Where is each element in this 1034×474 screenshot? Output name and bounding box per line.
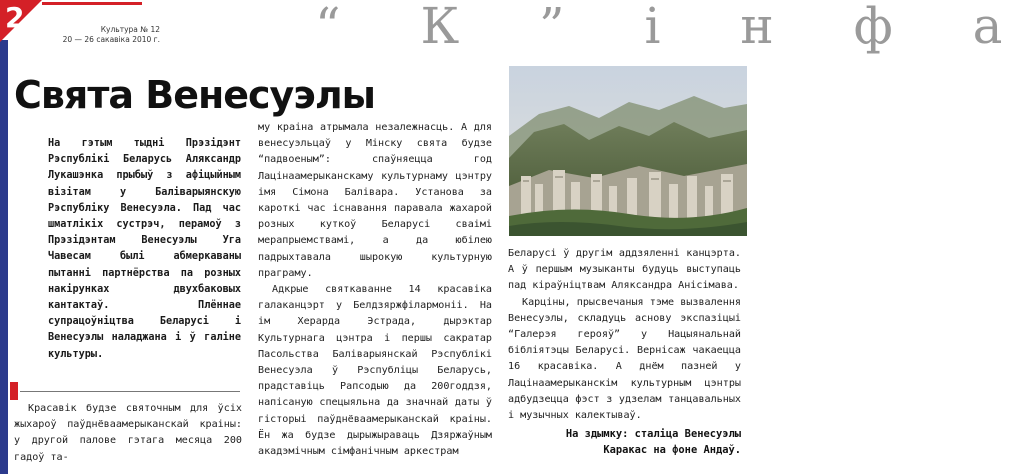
section-header: “ К ” і н ф а — [315, 0, 1034, 55]
issue-dates: 20 — 26 сакавіка 2010 г. — [62, 35, 160, 44]
body-paragraph: Карціны, прысвечаныя тэме вызвалення Венесуэлы, складуць аснову экспазіцыі “Галерэя герояў” у Нацыянальнай бібліятэцы Беларусі. Вернісаж чакаецца 16 красавіка. А днём пазней у Лацінаамерыканскім культурным цэнтры адбудзецца фэст з удзелам танцавальных і музычных калектываў. — [508, 296, 741, 422]
headline: Свята Венесуэлы — [14, 73, 376, 117]
section-marker — [10, 382, 18, 400]
caption-line: На здымку: сталіца Венесуэлы — [565, 428, 741, 441]
column-rule — [20, 391, 240, 392]
body-paragraph: му краіна атрымала незалежнасць. А для венесуэльцаў у Мінску свята будзе “падвоеным”: спаўняецца год Лацінаамерыканскаму культурнаму цэнтру імя Сімона Балівара. Установа за кароткі час існавання паравала жахарой розных куткоў Беларусі сваімі мерапрыемствамі, а да юбілею падрыхтавала шырокую культурную праграму. — [258, 122, 492, 279]
body-paragraph: Беларусі ў другім аддзяленні канцэрта. А ў першым музыканты будуць выступаць пад кіраўніцтвам Аляксандра Анісімава. — [508, 248, 741, 292]
body-paragraph: Адкрые святкаванне 14 красавіка галаканцэрт у Белдзяржфілармоніі. На ім Херарда Эстрада, дырэктар Культурнага цэнтра і першы сакратар Пасольства Баліварыянскай Рэспублікі Венесуэла ў Рэспубліцы Беларусь, прадставіць Рапсодыю да 200годдзя, напісаную спецыяльна да значнай даты ў гісторыі паўднёваамерыканскай краіны. Ён жа будзе дырыжыраваць Дзяржаўным акадэмічным сімфанічным аркестрам — [258, 284, 492, 458]
city-mountains-photo — [509, 66, 747, 236]
header-rule — [42, 2, 142, 5]
lead-text: На гэтым тыдні Прэзідэнт Рэспублікі Беларусь Аляксандр Лукашэнка прыбыў з афіцыйным візітам у Баліварыянскую Рэспубліку Венесуэла. Пад час шматлікіх сустрэч, перамоў з Прэзідэнтам Венесуэлы Уга Чавесам былі абмеркаваны пытанні партнёрства па розных накірунках двухбаковых кантактаў. Плённае супрацоўніцтва Беларусі і Венесуэлы наладжана і ў галіне культуры. — [48, 138, 241, 360]
body-paragraph: Красавік будзе святочным для ўсіх жыхароў паўднёваамерыканскай краіны: у другой палове гэтага месяца 200 гадоў та- — [14, 403, 242, 463]
edge-stripe — [0, 40, 8, 474]
issue-name: Культура № 12 — [100, 25, 160, 34]
caption-line: Каракас на фоне Андаў. — [603, 444, 741, 457]
issue-info — [60, 25, 160, 45]
photo-caption — [508, 426, 741, 458]
column-1-text — [14, 401, 242, 466]
column-2-text — [258, 120, 492, 460]
lead-paragraph — [48, 136, 241, 363]
column-3-text — [508, 246, 741, 458]
page-number: 2 — [5, 1, 25, 34]
